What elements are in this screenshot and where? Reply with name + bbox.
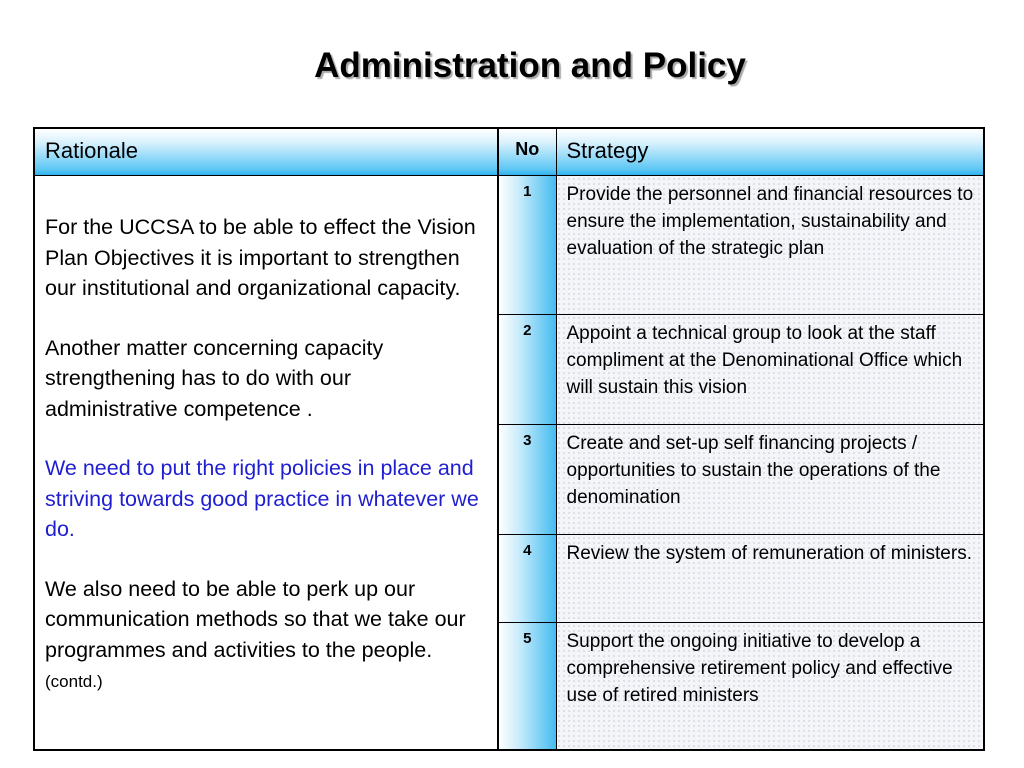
rationale-paragraph: For the UCCSA to be able to effect the Vision Plan Objectives it is important to strengthen our institutional and organizational capacity. [45,215,476,301]
strategy-cell: Appoint a technical group to look at the staff compliment at the Denominational Office which will sustain this vision [556,315,984,425]
header-no-label: No [515,139,540,159]
row-number: 3 [523,432,532,450]
strategy-table [33,127,985,751]
row-number: 5 [523,630,532,648]
row-number: 1 [523,183,532,201]
strategy-cell: Create and set-up self financing projects / opportunities to sustain the operations of the denomination [556,425,984,535]
row-number-cell [498,176,556,315]
strategy-cell: Provide the personnel and financial resources to ensure the implementation, sustainability and evaluation of the strategic plan [556,176,984,315]
row-number: 2 [523,322,532,340]
slide-title: Administration and Policy [314,46,746,85]
header-strategy-label: Strategy [566,138,649,163]
row-number-cell [498,425,556,535]
header-no [498,128,556,176]
strategy-cell: Support the ongoing initiative to develop a comprehensive retirement policy and effective use of retired ministers [556,623,984,750]
contd-note: (contd.) [45,672,103,692]
table-header-row [34,128,984,176]
rationale-paragraph-text: We also need to be able to perk up our communication methods so that we take our programmes and activities to the people. [45,576,466,662]
row-number-cell [498,535,556,623]
header-rationale [34,128,498,176]
header-rationale-label: Rationale [45,138,138,163]
strategy-cell: Review the system of remuneration of ministers. [556,535,984,623]
rationale-paragraph-highlight: We need to put the right policies in place and striving towards good practice in whatever we do. [45,456,479,542]
rationale-cell [34,176,498,750]
row-number: 4 [523,542,532,560]
table-row [34,176,984,315]
rationale-paragraph-last [45,574,489,698]
row-number-cell [498,623,556,750]
rationale-paragraph: Another matter concerning capacity strengthening has to do with our administrative competence . [45,335,384,421]
row-number-cell [498,315,556,425]
header-strategy [556,128,984,176]
